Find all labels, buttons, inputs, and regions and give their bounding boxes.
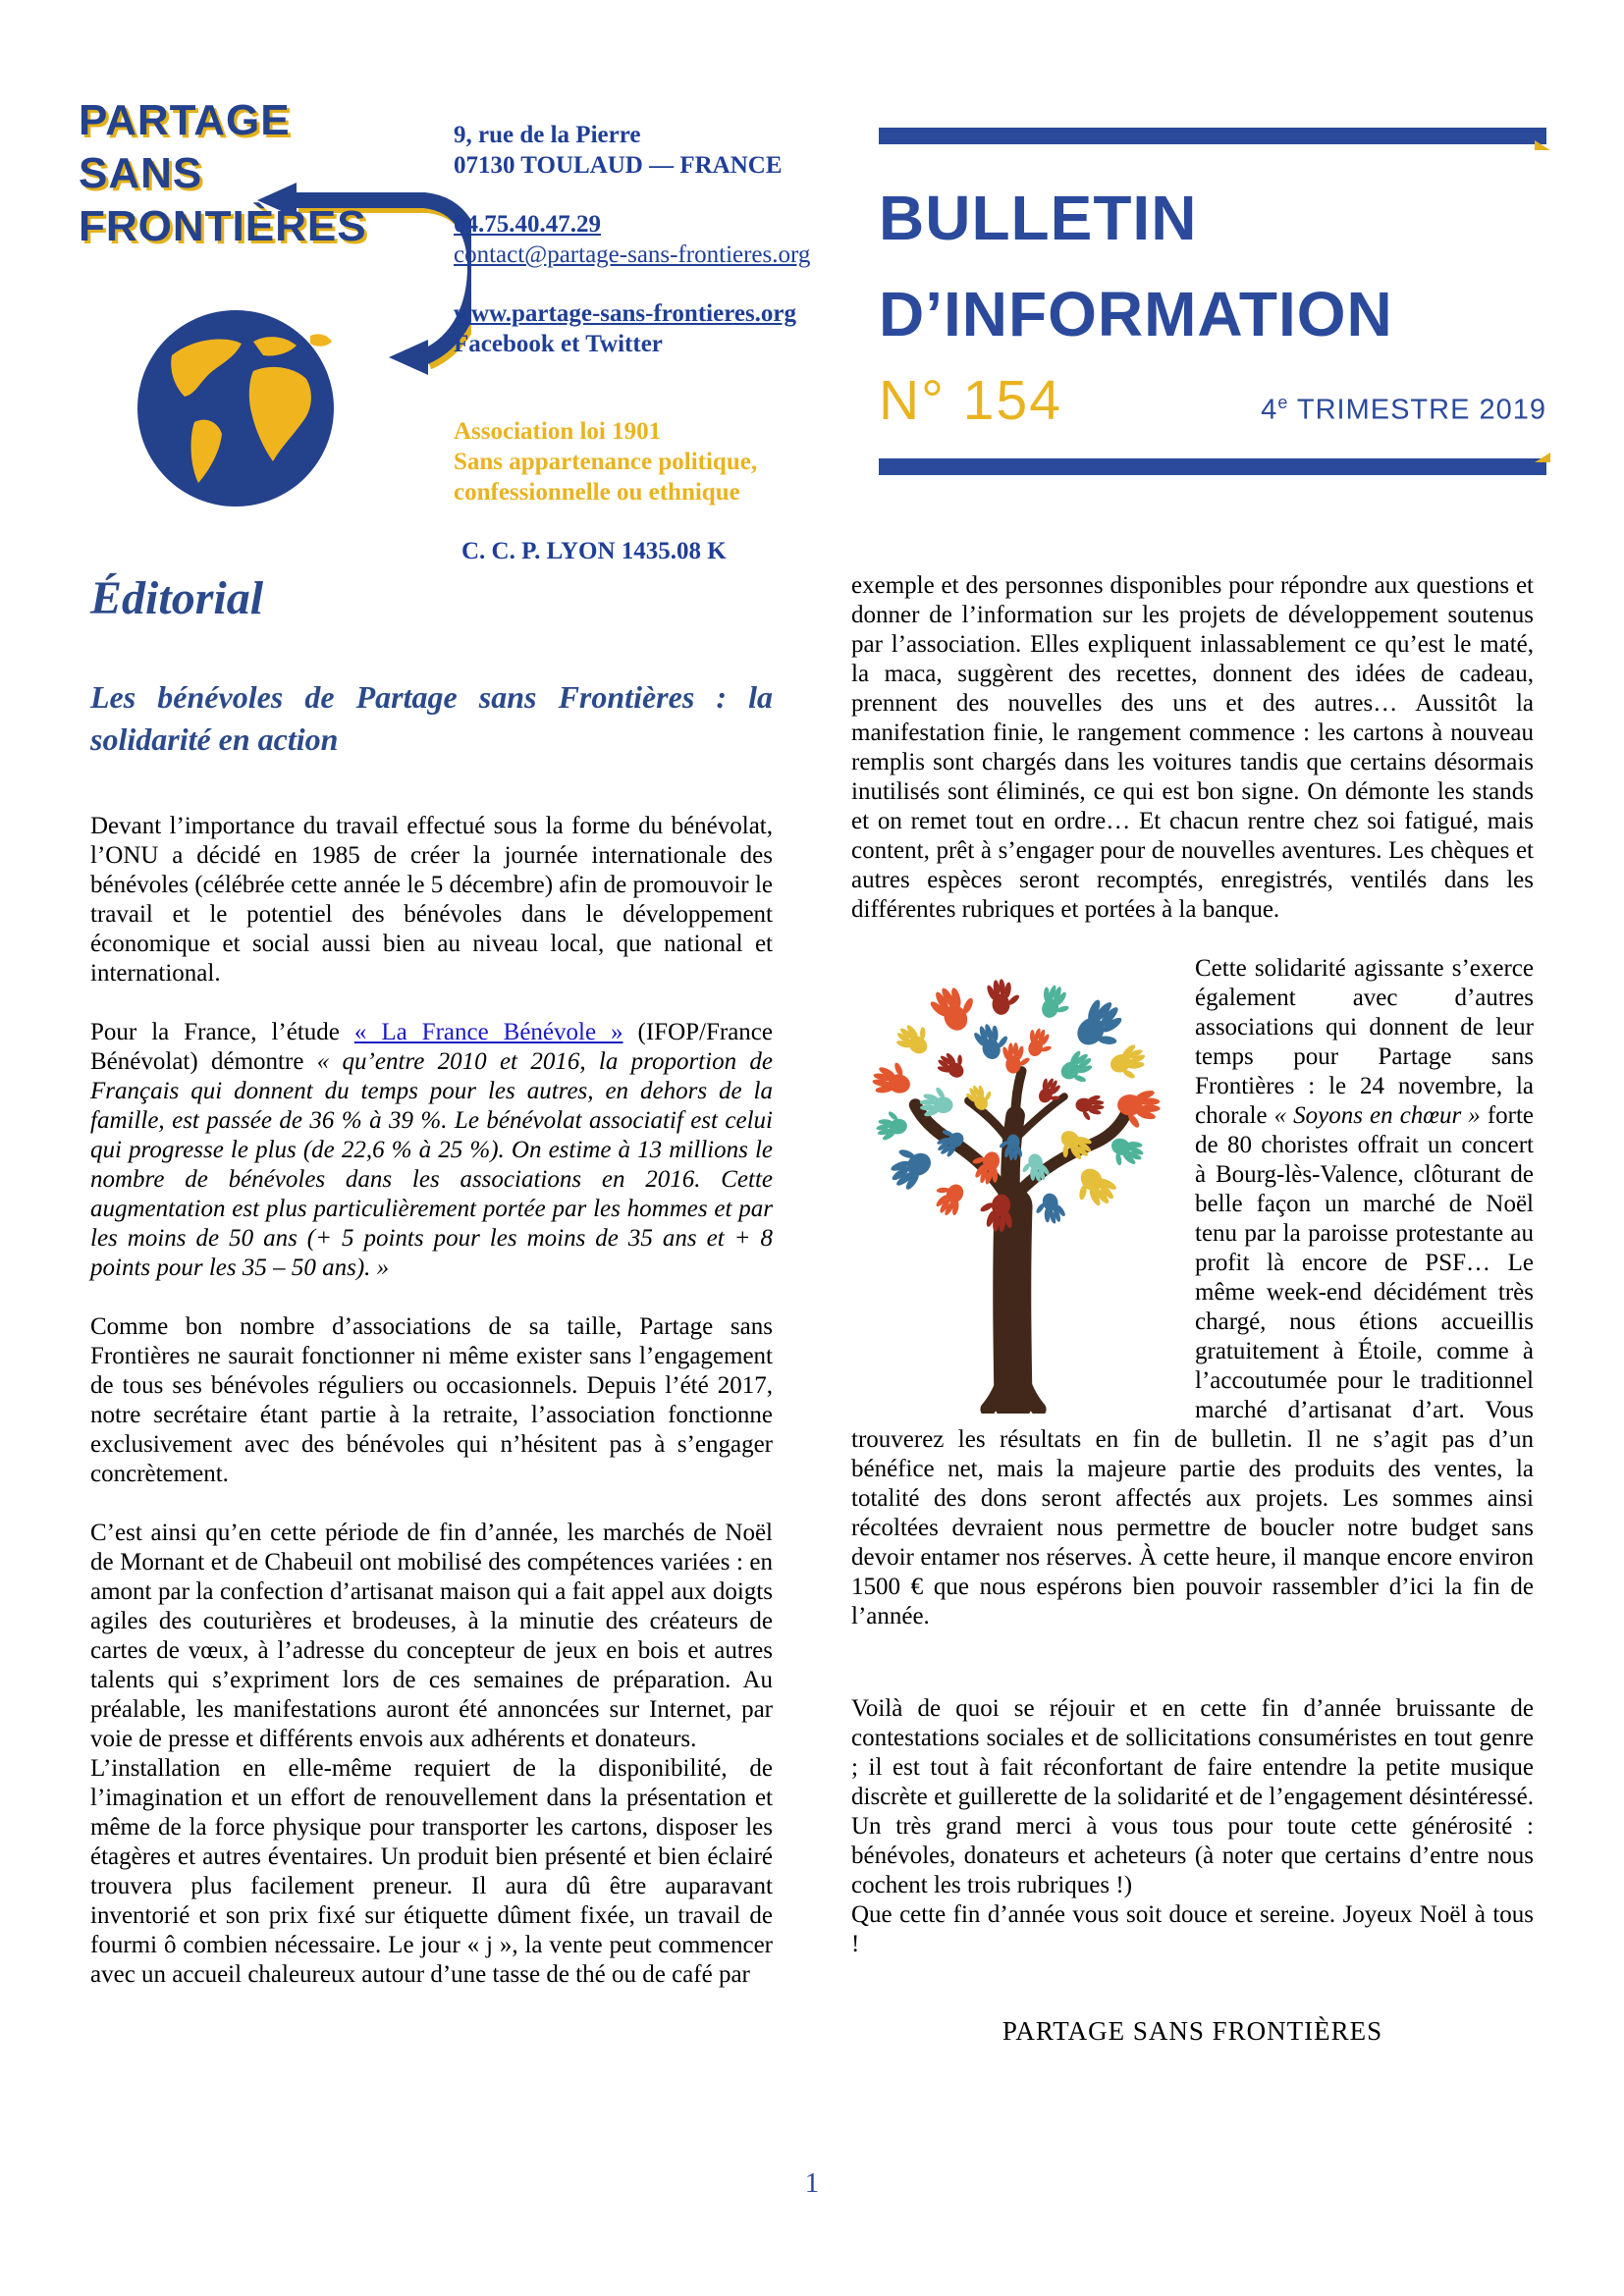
- website-link[interactable]: www.partage-sans-frontieres.org: [454, 300, 797, 327]
- choir-name: « Soyons en chœur »: [1273, 1102, 1481, 1129]
- association-status-1: Association loi 1901: [454, 418, 662, 445]
- masthead: [879, 128, 1546, 475]
- contact-block: [454, 120, 876, 566]
- association-logo: [79, 94, 471, 507]
- address-line-1: 9, rue de la Pierre: [454, 122, 641, 148]
- logo-wordmark: [79, 94, 471, 253]
- association-status-2: Sans appartenance politique,: [454, 449, 758, 475]
- editorial-heading: Éditorial: [90, 572, 264, 624]
- study-quote: « qu’entre 2010 et 2016, la proportion de Français qui donnent du temps pour les autres, en dehors de la famille, est passée de 36 % à 39 %. Le bénévolat associatif est celui qui progresse le plus (de 22,6 % à 25 %). On estime à 13 millions le nombre de bénévoles dans les associations en 2016. Cette augmentation est plus particulièrement portée par les hommes et par les moins de 50 ans (+ 5 points pour les moins de 35 ans et + 8 points pour les 35 – 50 ans). »: [90, 1048, 773, 1281]
- paragraph-9: Que cette fin d’année vous soit douce et sereine. Joyeux Noël à tous !: [851, 1901, 1534, 1957]
- issue-row: [879, 368, 1546, 433]
- tree-of-hands-illustration: [851, 956, 1175, 1414]
- trimester-label: 4e TRIMESTRE 2019: [1261, 393, 1546, 426]
- header: [0, 0, 1624, 564]
- masthead-top-bar: [879, 128, 1546, 144]
- article-body: [0, 571, 1624, 2047]
- right-column: [851, 571, 1534, 2047]
- logo-word-3: FRONTIÈRES: [79, 202, 367, 250]
- paragraph-4: C’est ainsi qu’en cette période de fin d’année, les marchés de Noël de Mornant et de Chabeuil ont mobilisé des compétences variées : en amont par la confection d’artisanat maison qui a fait appel aux doigts agiles des couturières et brodeuses, à la minutie des créateurs de cartes de vœux, à l’adresse du concepteur de jeux en bois et autres talents qui s’expriment lors de ces semaines de préparation. Au préalable, les manifestations auront été annoncées sur Internet, par voie de presse et différents envois aux adhérents et donateurs.: [90, 1520, 773, 1752]
- signature: PARTAGE SANS FRONTIÈRES: [1001, 2016, 1383, 2046]
- france-benevole-link[interactable]: « La France Bénévole »: [353, 1019, 623, 1045]
- bulletin-title-line-2: D’INFORMATION: [879, 279, 1393, 349]
- paragraph-5: L’installation en elle-même requiert de la disponibilité, de l’imagination et un effort de renouvellement dans la présentation et même de la force physique pour transporter les cartons, disposer les étagères et autres éventaires. Un produit bien présenté et bien éclairé trouvera plus facilement preneur. Il aura dû être auparavant inventorié et son prix fixé sur étiquette dûment fixée, un travail de fourmi ô combien nécessaire. Le jour « j », la vente peut commencer avec un accueil chaleureux autour d’une tasse de thé ou de café par: [90, 1755, 773, 1988]
- bulletin-title: [879, 170, 1546, 362]
- page-number: 1: [804, 2167, 820, 2199]
- phone-link[interactable]: 04.75.40.47.29: [454, 211, 601, 238]
- logo-word-1: PARTAGE: [79, 96, 291, 144]
- address-line-2: 07130 TOULAUD — FRANCE: [454, 152, 783, 179]
- paragraph-2: Pour la France, l’étude « La France Bénévole » (IFOP/France Bénévolat) démontre « qu’entre 2010 et 2016, la proportion de Français qui donnent du temps pour les autres, en dehors de la famille, est passée de 36 % à 39 %. Le bénévolat associatif est celui qui progresse le plus (de 22,6 % à 25 %). On estime à 13 millions le nombre de bénévoles dans les associations en 2016. Cette augmentation est plus particulièrement portée par les hommes et par les moins de 50 ans (+ 5 points pour les moins de 35 ans et + 8 points pour les 35 – 50 ans). »: [90, 1019, 773, 1281]
- association-status-3: confessionnelle ou ethnique: [454, 479, 740, 506]
- tree-trunk: [915, 1071, 1126, 1410]
- editorial-subheading: Les bénévoles de Partage sans Frontières : la solidarité en action: [90, 679, 773, 757]
- issue-number: N° 154: [879, 369, 1062, 432]
- paragraph-6: exemple et des personnes disponibles pour répondre aux questions et donner de l’information sur les projets de développement soutenus par l’association. Elles expliquent inlassablement ce qu’est le maté, la maca, suggèrent des recettes, donnent des idées de cadeau, prennent des nouvelles des uns et des autres… Aussitôt la manifestation finie, le rangement commence : les cartons à nouveau remplis sont chargés dans les voitures tandis que certains désormais inutilisés sont éliminés, ce qui est bon signe. On démonte les stands et on remet tout en ordre… Et chacun rentre chez soi fatigué, mais content, prêt à s’engager pour de nouvelles aventures. Les chèques et autres espèces seront recomptés, enregistrés, ventilés dans les différentes rubriques et portées à la banque.: [851, 572, 1534, 923]
- paragraph-7: Cette solidarité agissante s’exerce également avec d’autres associations qui donnent de leur temps pour Partage sans Frontières : le 24 novembre, la chorale « Soyons en chœur » forte de 80 choristes offrait un concert à Bourg-lès-Valence, clôturant de belle façon un marché de Noël tenu par la paroisse protestante au profit là encore de PSF… Le même week-end décidément très chargé, nous étions accueillis gratuitement à Étoile, comme à l’accoutumée pour le traditionnel marché d’artisanat d’art. Vous trouverez les résultats en fin de bulletin. Il ne s’agit pas d’un bénéfice net, mais la majeure partie des produits des ventes, la totalité des dons seront affectés aux projets. Les sommes ainsi récoltées devraient nous permettre de boucler notre budget sans devoir entamer nos réserves. À cette heure, il manque encore environ 1500 € que nous espérons bien pouvoir rassembler d’ici la fin de l’année.: [851, 955, 1535, 1629]
- email-link[interactable]: contact@partage-sans-frontieres.org: [454, 241, 811, 268]
- paragraph-1: Devant l’importance du travail effectué sous la forme du bénévolat, l’ONU a décidé en 1985 de créer la journée internationale des bénévoles (célébrée cette année le 5 décembre) afin de promouvoir le travail et le potentiel des bénévoles dans le développement économique et social aussi bien au niveau local, que national et international.: [90, 813, 773, 987]
- globe-icon: [137, 310, 334, 507]
- paragraph-8: Voilà de quoi se réjouir et en cette fin d’année bruissante de contestations sociales et de sollicitations consuméristes en tout genre ; il est tout à fait réconfortant de faire entendre la petite musique discrète et guillerette de la solidarité et de l’engagement désintéressé. Un très grand merci à vous tous pour toute cette générosité : bénévoles, donateurs et acheteurs (à noter que certains d’entre nous cochent les trois rubriques !): [851, 1695, 1534, 1898]
- logo-word-2: SANS: [79, 149, 203, 197]
- ccp-account-line: C. C. P. LYON 1435.08 K: [461, 538, 727, 564]
- paragraph-3: Comme bon nombre d’associations de sa taille, Partage sans Frontières ne saurait fonctionner ni même exister sans l’engagement de tous ses bénévoles réguliers ou occasionnels. Depuis l’été 2017, notre secrétaire étant partie à la retraite, l’association fonctionne exclusivement avec des bénévoles qui n’hésitent pas à s’engager concrètement.: [90, 1313, 773, 1487]
- bulletin-title-line-1: BULLETIN: [879, 183, 1198, 253]
- masthead-bottom-bar: [879, 458, 1546, 475]
- left-column: [90, 571, 773, 2047]
- social-line: Facebook et Twitter: [454, 331, 663, 357]
